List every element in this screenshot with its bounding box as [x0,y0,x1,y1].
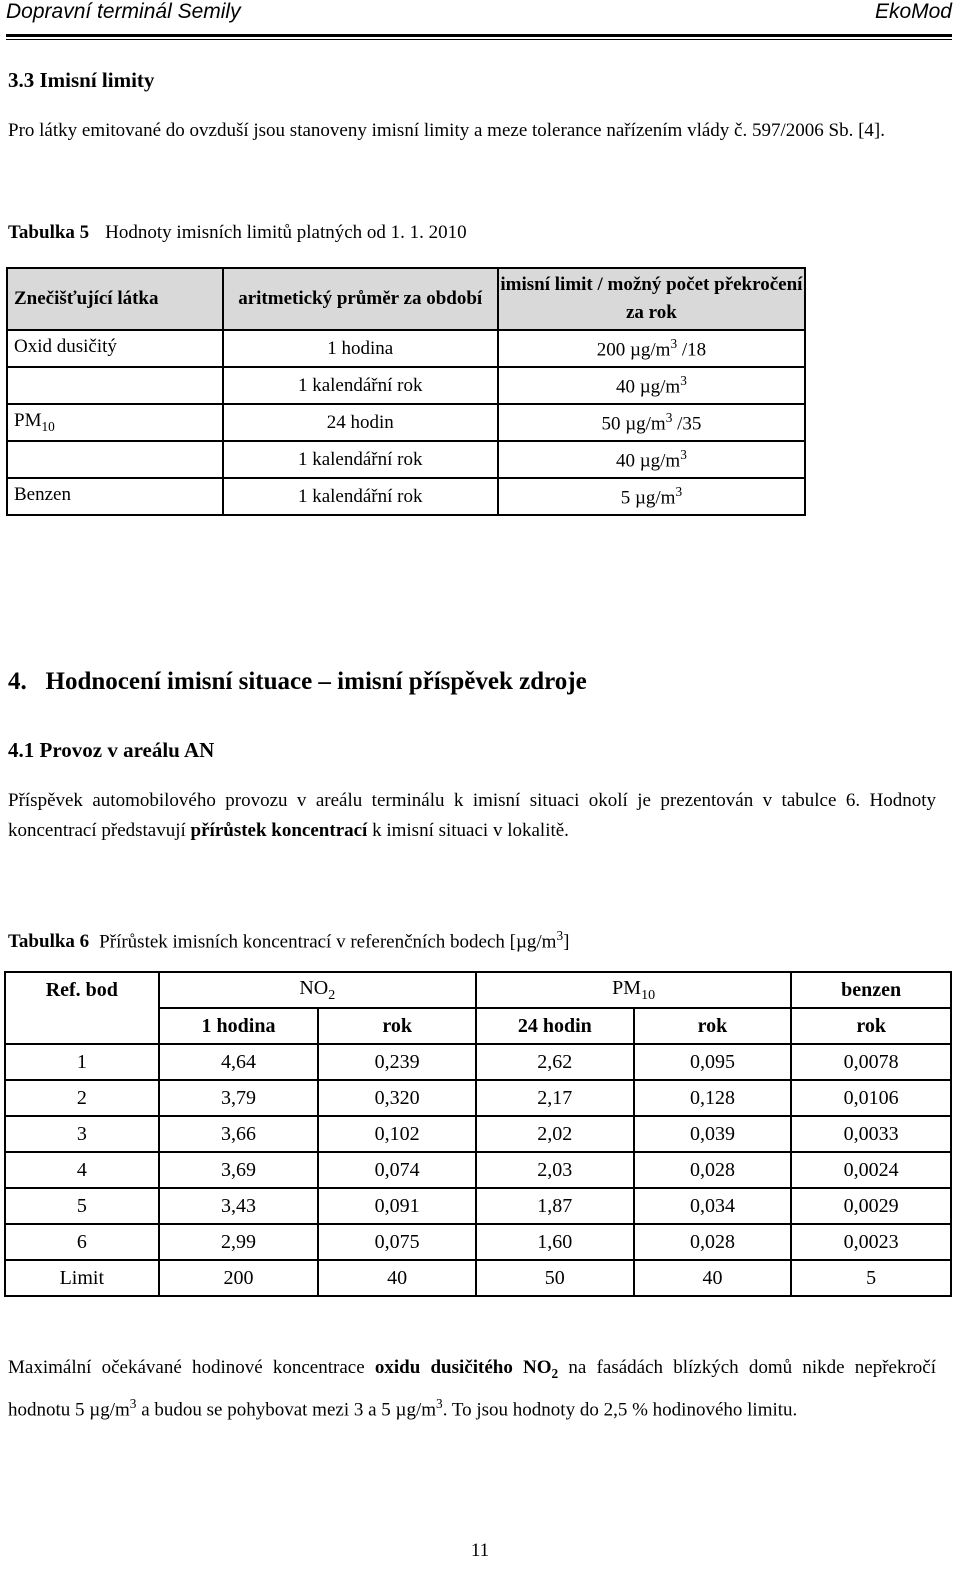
concentration-increment-table [4,971,952,1297]
table6-subheader: 1 hodina [159,1008,319,1044]
paragraph-conclusion: Maximální očekávané hodinové koncentrace oxidu dusičitého $NO_2$ na fasádách blízkých domů nikde nepřekročí hodnotu 5 $\mu g/m^3$ a budou se pohybovat mezi 3 a 5 $\mu g/m^3$. To jsou hodnoty do 2,5 % hodinového limitu. [8,1357,936,1421]
table-row [7,441,805,478]
table6-cell: 5 [5,1188,159,1224]
paragraph-contribution: Příspěvek automobilového provozu v areálu terminálu k imisní situaci okolí je prezentován v tabulce 6. Hodnoty koncentrací představují přírůstek koncentrací k imisní situaci v lokalitě. [8,790,936,841]
table6-group-header-row [5,972,951,1008]
table6-cell: 0,102 [318,1116,476,1152]
table5-cell-period: 1 kalendářní rok [223,441,498,478]
table5-cell-limit: 40 $\mu g/m^3$ [498,441,805,478]
header-document-title: Dopravní terminál Semily [6,0,241,23]
table6-cell: 6 [5,1224,159,1260]
table6-cell: 2,62 [476,1044,634,1080]
table6-subheader: rok [791,1008,951,1044]
table5-cell-substance [7,367,223,404]
table6-header-ref-empty [5,1008,159,1044]
table6-cell: 0,239 [318,1044,476,1080]
table5-cell-substance: Benzen [7,478,223,515]
table6-cell: 3,79 [159,1080,319,1116]
table5-header-row [7,268,805,330]
table-row [7,330,805,367]
table-row [5,1188,951,1224]
table6-cell: 3,66 [159,1116,319,1152]
emphasis-increment: přírůstek koncentrací [190,820,368,841]
table5-caption [8,222,467,244]
section-heading-4: 4. Hodnocení imisní situace – imisní příspěvek zdroje [8,668,587,695]
table5-cell-limit: 40 $\mu g/m^3$ [498,367,805,404]
table6-cell: 0,028 [634,1152,792,1188]
table5-cell-substance: $PM_{10}$ [7,404,223,441]
table5-caption-text: Hodnoty imisních limitů platných od 1. 1. 2010 [105,222,467,243]
table6-cell: 0,028 [634,1224,792,1260]
table5-cell-limit: 5 $\mu g/m^3$ [498,478,805,515]
section-heading-4-1: 4.1 Provoz v areálu AN [8,738,215,762]
table6-cell: 1,87 [476,1188,634,1224]
header-company: EkoMod [874,0,952,23]
table5-cell-limit: 200 $\mu g/m^3$ /18 [498,330,805,367]
header-rule [6,34,952,37]
table5-cell-period: 1 kalendářní rok [223,367,498,404]
table6-cell: 200 [159,1260,319,1296]
emission-limits-table [6,267,806,516]
table6-sub-header-row [5,1008,951,1044]
table5-caption-label: Tabulka 5 [8,222,90,243]
table6-limit-row [5,1260,951,1296]
table6-cell-limit-label: Limit [5,1260,159,1296]
table5-cell-substance [7,441,223,478]
table6-subheader: 24 hodin [476,1008,634,1044]
table6-cell: 0,128 [634,1080,792,1116]
header-rule-thin [6,39,952,40]
table6-cell: 0,0024 [791,1152,951,1188]
table5-cell-period: 1 kalendářní rok [223,478,498,515]
table6-cell: 3,43 [159,1188,319,1224]
table5-header-limit: imisní limit / možný počet překročení za rok [498,268,805,330]
table-row [7,404,805,441]
table6-cell: 5 [791,1260,951,1296]
table6-subheader: rok [318,1008,476,1044]
table6-cell: 0,091 [318,1188,476,1224]
table6-cell: 1,60 [476,1224,634,1260]
table6-cell: 0,0023 [791,1224,951,1260]
table5-cell-limit: 50 $\mu g/m^3$ /35 [498,404,805,441]
table6-cell: 4 [5,1152,159,1188]
emphasis-no2: oxidu dusičitého $NO_2$ [374,1357,559,1381]
page-number: 11 [470,1540,490,1561]
table6-cell: 40 [634,1260,792,1296]
table6-cell: 0,075 [318,1224,476,1260]
table5-header-substance: Znečišťující látka [7,268,223,330]
table6-header-benzen: benzen [791,972,951,1008]
table-row [7,367,805,404]
table-row [7,478,805,515]
table6-header-pm10: $PM_{10}$ [476,972,791,1008]
table6-caption: Tabulka 6 Přírůstek imisních koncentrací v referenčních bodech $[\mu g/m^3]$ [8,928,570,953]
table5-cell-period: 1 hodina [223,330,498,367]
table-row [5,1116,951,1152]
table6-cell: 0,039 [634,1116,792,1152]
table6-cell: 0,095 [634,1044,792,1080]
table6-cell: 1 [5,1044,159,1080]
table6-header-ref: Ref. bod [5,972,159,1008]
table6-cell: 0,320 [318,1080,476,1116]
intro-paragraph: Pro látky emitované do ovzduší jsou stanoveny imisní limity a meze tolerance nařízením vlády č. 597/2006 Sb. [4]. [8,120,885,141]
table6-cell: 2,03 [476,1152,634,1188]
table-row [5,1080,951,1116]
table6-caption-label: Tabulka 6 [8,931,90,953]
table6-cell: 40 [318,1260,476,1296]
table6-cell: 0,0029 [791,1188,951,1224]
table6-header-no2: $NO_2$ [159,972,476,1008]
page-header [6,0,952,30]
table6-cell: 4,64 [159,1044,319,1080]
table6-cell: 3,69 [159,1152,319,1188]
table-row [5,1224,951,1260]
table-row [5,1152,951,1188]
table5-cell-substance: Oxid dusičitý [7,330,223,367]
table6-cell: 50 [476,1260,634,1296]
table5-header-period: aritmetický průměr za období [223,268,498,330]
section-heading-3-3: 3.3 Imisní limity [8,68,155,92]
table6-cell: 0,0033 [791,1116,951,1152]
table6-subheader: rok [634,1008,792,1044]
table6-cell: 2,02 [476,1116,634,1152]
table6-cell: 0,034 [634,1188,792,1224]
table5-cell-period: 24 hodin [223,404,498,441]
table6-cell: 2,99 [159,1224,319,1260]
table6-cell: 0,074 [318,1152,476,1188]
table6-cell: 3 [5,1116,159,1152]
table6-cell: 2 [5,1080,159,1116]
table6-cell: 0,0106 [791,1080,951,1116]
table6-cell: 2,17 [476,1080,634,1116]
table-row [5,1044,951,1080]
table6-cell: 0,0078 [791,1044,951,1080]
